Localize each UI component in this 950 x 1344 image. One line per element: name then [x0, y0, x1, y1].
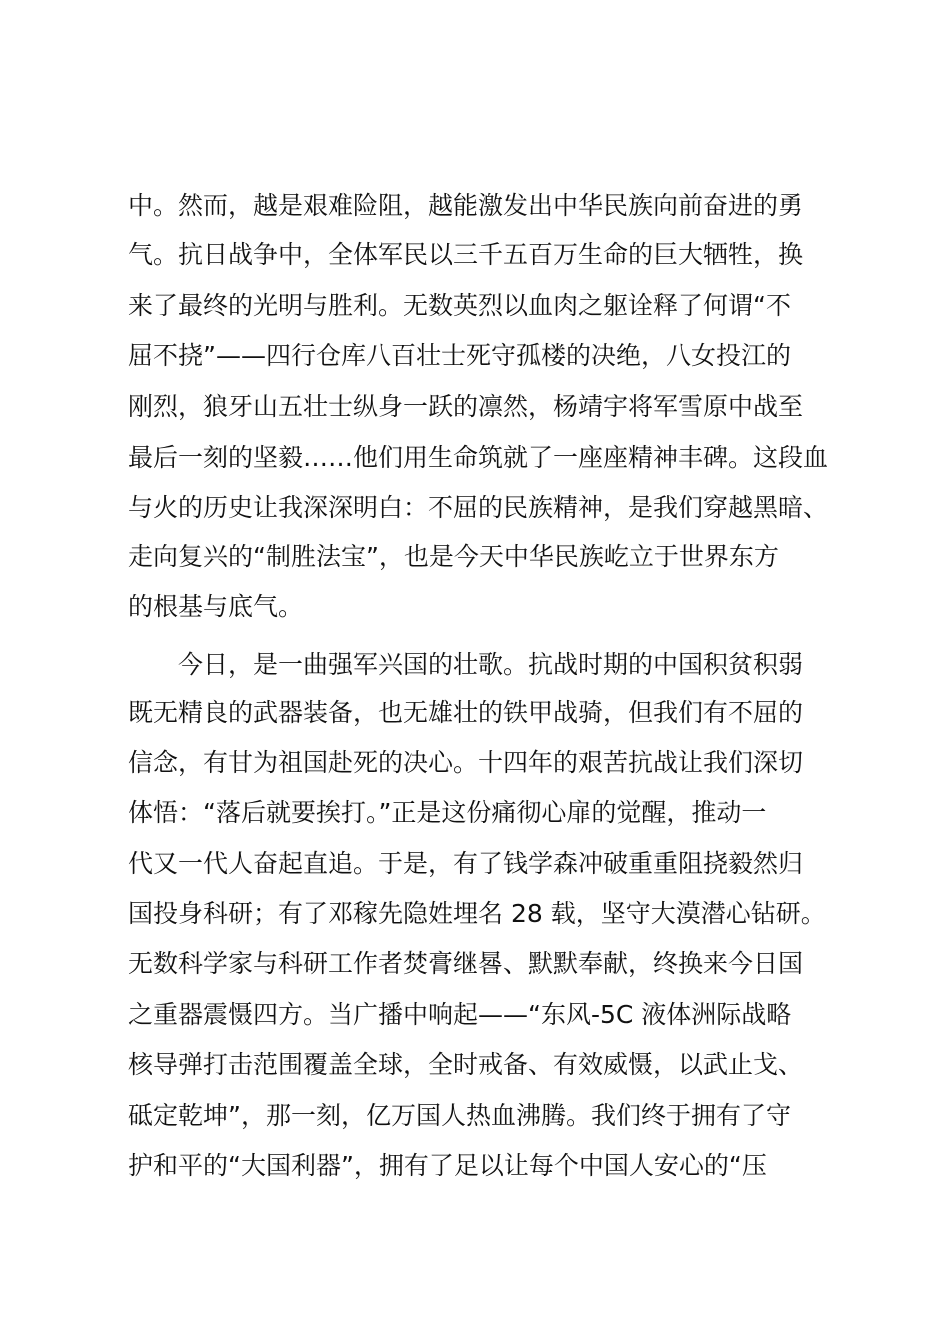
text-line: 气。抗日战争中，全体军民以三千五百万生命的巨大牺牲，换 — [128, 240, 804, 269]
text-line: 走向复兴的“制胜法宝”，也是今天中华民族屹立于世界东方 — [128, 542, 779, 571]
text-line: 砥定乾坤”，那一刻，亿万国人热血沸腾。我们终于拥有了守 — [128, 1101, 791, 1130]
text-line: 体悟：“落后就要挨打。”正是这份痛彻心扉的觉醒，推动一 — [128, 798, 767, 827]
text-line: 国投身科研；有了邓稼先隐姓埋名 28 载，坚守大漠潜心钻研。 — [128, 899, 826, 928]
text-line: 与火的历史让我深深明白：不屈的民族精神，是我们穿越黑暗、 — [128, 493, 829, 522]
text-line: 无数科学家与科研工作者焚膏继晷、默默奉献，终换来今日国 — [128, 949, 804, 978]
text-line: 既无精良的武器装备，也无雄壮的铁甲战骑，但我们有不屈的 — [128, 698, 804, 727]
text-line: 之重器震慑四方。当广播中响起——“东风-5C 液体洲际战略 — [128, 1000, 792, 1029]
text-line: 代又一代人奋起直追。于是，有了钱学森冲破重重阻挠毅然归 — [128, 849, 804, 878]
text-line: 核导弹打击范围覆盖全球，全时戒备、有效威慑，以武止戈、 — [128, 1050, 804, 1079]
text-line: 最后一刻的坚毅……他们用生命筑就了一座座精神丰碑。这段血 — [128, 443, 829, 472]
text-line: 中。然而，越是艰难险阻，越能激发出中华民族向前奋进的勇 — [128, 191, 804, 220]
text-line: 屈不挠”——四行仓库八百壮士死守孤楼的决绝，八女投江的 — [128, 341, 791, 370]
text-line: 刚烈，狼牙山五壮士纵身一跃的凛然，杨靖宇将军雪原中战至 — [128, 392, 804, 421]
text-line: 的根基与底气。 — [128, 592, 304, 621]
text-line: 护和平的“大国利器”，拥有了足以让每个中国人安心的“压 — [128, 1151, 767, 1180]
text-line-indented: 今日，是一曲强军兴国的壮歌。抗战时期的中国积贫积弱 — [178, 650, 804, 679]
text-line: 来了最终的光明与胜利。无数英烈以血肉之躯诠释了何谓“不 — [128, 291, 791, 320]
text-line: 信念，有甘为祖国赴死的决心。十四年的艰苦抗战让我们深切 — [128, 748, 804, 777]
